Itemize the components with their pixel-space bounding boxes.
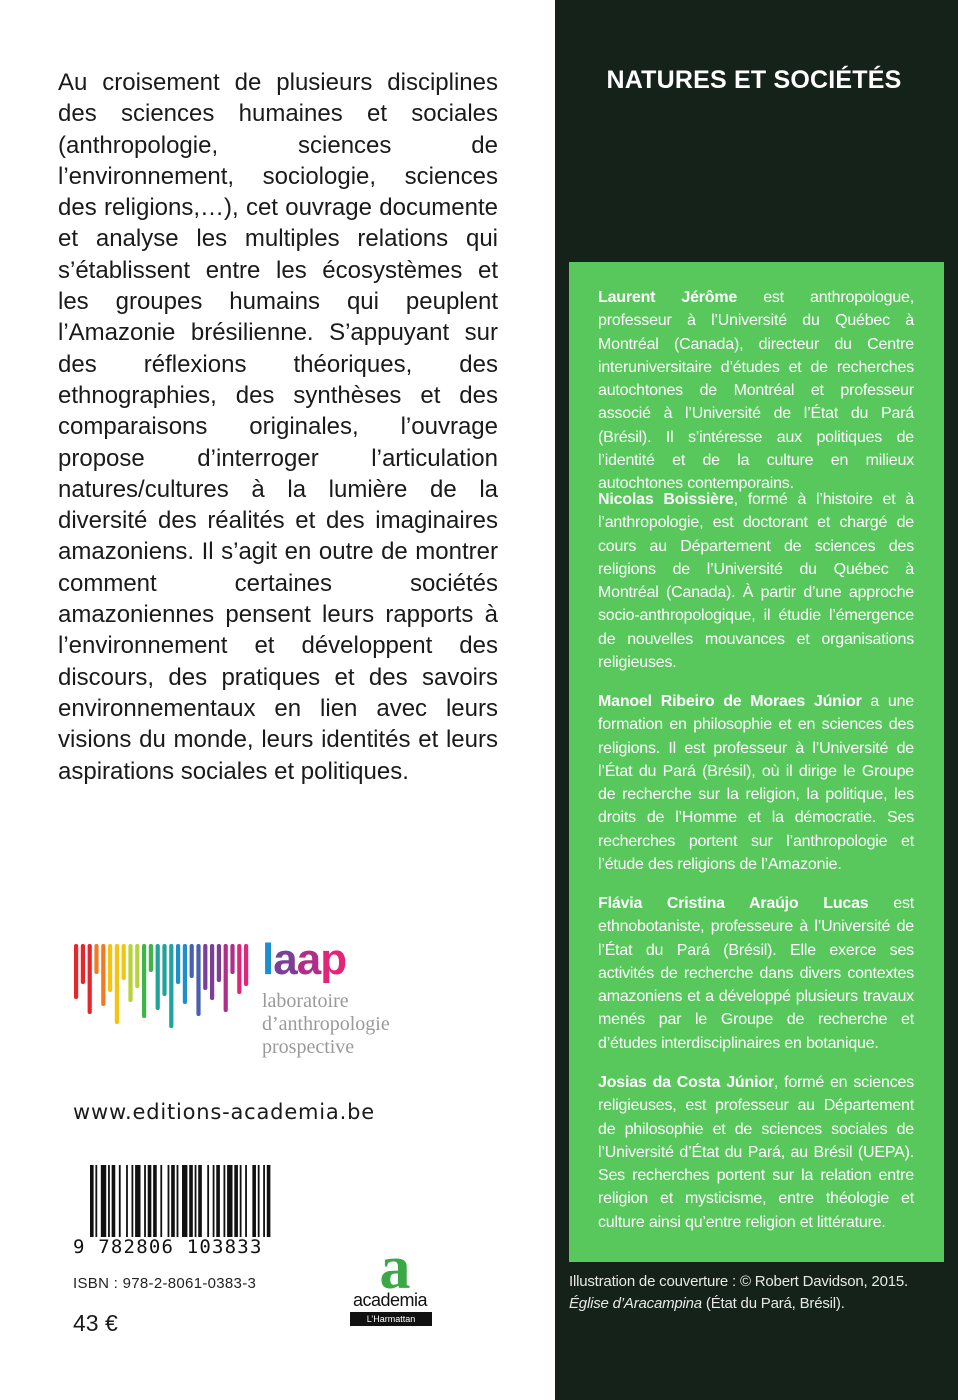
barcode-bar bbox=[126, 1165, 128, 1237]
laap-logo-bar bbox=[115, 944, 119, 1024]
credit-title: Église d’Aracampina bbox=[569, 1295, 702, 1312]
series-title: NATURES ET SOCIÉTÉS bbox=[606, 66, 902, 94]
laap-logo-bar bbox=[149, 944, 153, 972]
barcode-bar bbox=[234, 1165, 238, 1237]
laap-logo-bar bbox=[196, 944, 200, 1016]
author-bio-text: est ethnobotaniste, professeure à l’Université de l’État du Pará (Brésil). Elle exerce ses activités de recherche dans divers contextes amazoniens et a développé plusieurs travaux menés par le Groupe de recherche et d’études interdisciplinaires en botanique. bbox=[598, 895, 914, 1052]
laap-logo-bar bbox=[101, 944, 105, 1006]
laap-logo-bar bbox=[224, 944, 228, 1012]
barcode-bar bbox=[90, 1165, 94, 1237]
laap-logo-subtitle bbox=[262, 990, 462, 1059]
barcode-bar bbox=[227, 1165, 232, 1237]
laap-logo-bar bbox=[230, 944, 234, 974]
author-bio bbox=[598, 892, 914, 1055]
barcode-bar bbox=[240, 1165, 242, 1237]
barcode-bar bbox=[263, 1165, 265, 1237]
laap-logo-bar bbox=[156, 944, 160, 1010]
barcode-bar bbox=[245, 1165, 247, 1237]
barcode-bar bbox=[213, 1165, 215, 1237]
laap-logo-bar bbox=[203, 944, 207, 990]
barcode-bar bbox=[267, 1165, 271, 1237]
barcode-bar bbox=[148, 1165, 152, 1237]
barcode-bar bbox=[108, 1165, 110, 1237]
laap-acronym-letter: a bbox=[273, 935, 297, 984]
academia-logo-icon bbox=[368, 1240, 422, 1294]
svg-text:a: a bbox=[379, 1240, 411, 1294]
author-name: Josias da Costa Júnior bbox=[598, 1074, 774, 1091]
barcode-bar bbox=[207, 1165, 209, 1237]
author-bio-text: , formé à l’histoire et à l’anthropologie, est doctorant et chargé de cours au Département de sciences des religions de l’Université du Québec à Montréal (Canada). À partir d’une approche socio-anthropologique, il étudie l’émergence de nouvelles mouvances et organisations religieuses. bbox=[598, 491, 915, 672]
barcode bbox=[90, 1165, 274, 1237]
barcode-bar bbox=[160, 1165, 162, 1237]
publisher-website[interactable]: www.editions-academia.be bbox=[73, 1100, 375, 1124]
laap-logo-bar bbox=[142, 944, 146, 1018]
laap-logo-bar bbox=[237, 944, 241, 994]
academia-logo-imprint: L’Harmattan bbox=[350, 1312, 432, 1326]
laap-logo-bar bbox=[108, 944, 112, 992]
barcode-bar bbox=[168, 1165, 170, 1237]
barcode-bar bbox=[198, 1165, 202, 1237]
barcode-bar bbox=[153, 1165, 157, 1237]
author-bio bbox=[598, 690, 914, 876]
author-name: Manoel Ribeiro de Moraes Júnior bbox=[598, 693, 862, 710]
credit-suffix: (État du Pará, Brésil). bbox=[701, 1295, 845, 1312]
laap-logo-bar bbox=[135, 944, 139, 988]
laap-logo-bar bbox=[81, 944, 85, 984]
barcode-bar bbox=[223, 1165, 225, 1237]
barcode-bar bbox=[135, 1165, 140, 1237]
laap-subtitle-line: d’anthropologie bbox=[262, 1013, 390, 1035]
laap-logo-bar bbox=[217, 944, 221, 982]
barcode-bar bbox=[189, 1165, 193, 1237]
author-name: Nicolas Boissière bbox=[598, 491, 734, 508]
laap-acronym-letter: p bbox=[320, 935, 347, 984]
barcode-bar bbox=[112, 1165, 116, 1237]
author-bio-text: est anthropologue, professeur à l’Université du Québec à Montréal (Canada), directeur du Centre interuniversitaire d’études et de recherches autochtones de Montréal et professeur associé à l’Université de l’État du Pará (Brésil). Il s’intéresse aux politiques de l’identité et de la culture en milieux autochtones contemporains. bbox=[598, 289, 914, 493]
laap-logo-bar bbox=[88, 944, 92, 1014]
laap-logo-bar bbox=[94, 944, 98, 974]
author-bio-text: a une formation en philosophie et en sciences des religions. Il est professeur à l’Université de l’État du Pará (Brésil), où il dirige le Groupe de recherche sur la religion, la politique, les droits de l’Homme et la démocratie. Ses recherches portent sur l’anthropologie et l’étude des religions de l’Amazonie. bbox=[598, 693, 914, 874]
barcode-bar bbox=[216, 1165, 220, 1237]
laap-logo-bar bbox=[74, 944, 78, 999]
barcode-bar bbox=[252, 1165, 256, 1237]
laap-logo-bar bbox=[176, 944, 180, 984]
laap-logo-bar bbox=[162, 944, 166, 996]
barcode-bar bbox=[101, 1165, 106, 1237]
author-name: Laurent Jérôme bbox=[598, 289, 738, 306]
academia-logo-name: academia bbox=[352, 1290, 428, 1310]
barcode-bar bbox=[258, 1165, 260, 1237]
laap-subtitle-line: laboratoire bbox=[262, 990, 349, 1012]
laap-subtitle-line: prospective bbox=[262, 1036, 355, 1058]
author-bio bbox=[598, 488, 914, 674]
barcode-bar bbox=[177, 1165, 179, 1237]
credit-prefix: Illustration de couverture : © Robert Davidson, 2015. bbox=[569, 1273, 908, 1290]
laap-acronym-letter: l bbox=[262, 935, 274, 984]
laap-logo-bar bbox=[183, 944, 187, 1004]
laap-logo-graphic bbox=[72, 940, 252, 1030]
laap-acronym-letter: a bbox=[296, 935, 321, 984]
author-bio-text: , formé en sciences religieuses, est professeur au Département de philosophie et de sciences sociales de l’Université d’État du Pará, au Brésil (UEPA). Ses recherches portent sur la relation entre religion et mysticisme, entre théologie et culture ainsi qu’entre religion et littérature. bbox=[598, 1074, 914, 1231]
barcode-bar bbox=[95, 1165, 97, 1237]
barcode-bar bbox=[131, 1165, 133, 1237]
barcode-bar bbox=[182, 1165, 187, 1237]
laap-logo-bar bbox=[128, 944, 132, 1002]
cover-illustration-credit bbox=[569, 1271, 949, 1315]
barcode-bar bbox=[144, 1165, 146, 1237]
price: 43 € bbox=[73, 1310, 118, 1336]
barcode-bar bbox=[119, 1165, 121, 1237]
laap-logo-acronym bbox=[262, 935, 347, 984]
barcode-bar bbox=[195, 1165, 197, 1237]
barcode-digits: 9 782806 103833 bbox=[73, 1236, 263, 1258]
book-description: Au croisement de plusieurs disciplines des sciences humaines et sociales (anthropologie, sciences de l’environnement, sociologie, sciences des religions,…), cet ouvrage documente et analyse les multiples relations qui s’établissent entre les écosystèmes et les groupes humains qui peuplent l’Amazonie brésilienne. S’appuyant sur des réflexions théoriques, des ethnographies, des synthèses et des comparaisons originales, l’ouvrage propose d’interroger l’articulation natures/cultures à la lumière de la diversité des réalités et des imaginaires amazoniens. Il s’agit en outre de montrer comment certaines sociétés amazoniennes pensent leurs rapports à l’environnement et développent des discours, des pratiques et des savoirs environnementaux en lien avec leurs visions du monde, leurs identités et leurs aspirations sociales et politiques. bbox=[58, 69, 498, 785]
isbn: ISBN : 978-2-8061-0383-3 bbox=[73, 1275, 257, 1292]
author-bio bbox=[598, 286, 914, 496]
author-bio bbox=[598, 1071, 914, 1234]
laap-logo-bar bbox=[244, 944, 248, 986]
barcode-bar bbox=[171, 1165, 175, 1237]
laap-logo-bar bbox=[122, 944, 126, 980]
laap-logo-bar bbox=[169, 944, 173, 1028]
author-name: Flávia Cristina Araújo Lucas bbox=[598, 895, 869, 912]
laap-logo-bar bbox=[210, 944, 214, 1000]
laap-logo-bar bbox=[190, 944, 194, 978]
